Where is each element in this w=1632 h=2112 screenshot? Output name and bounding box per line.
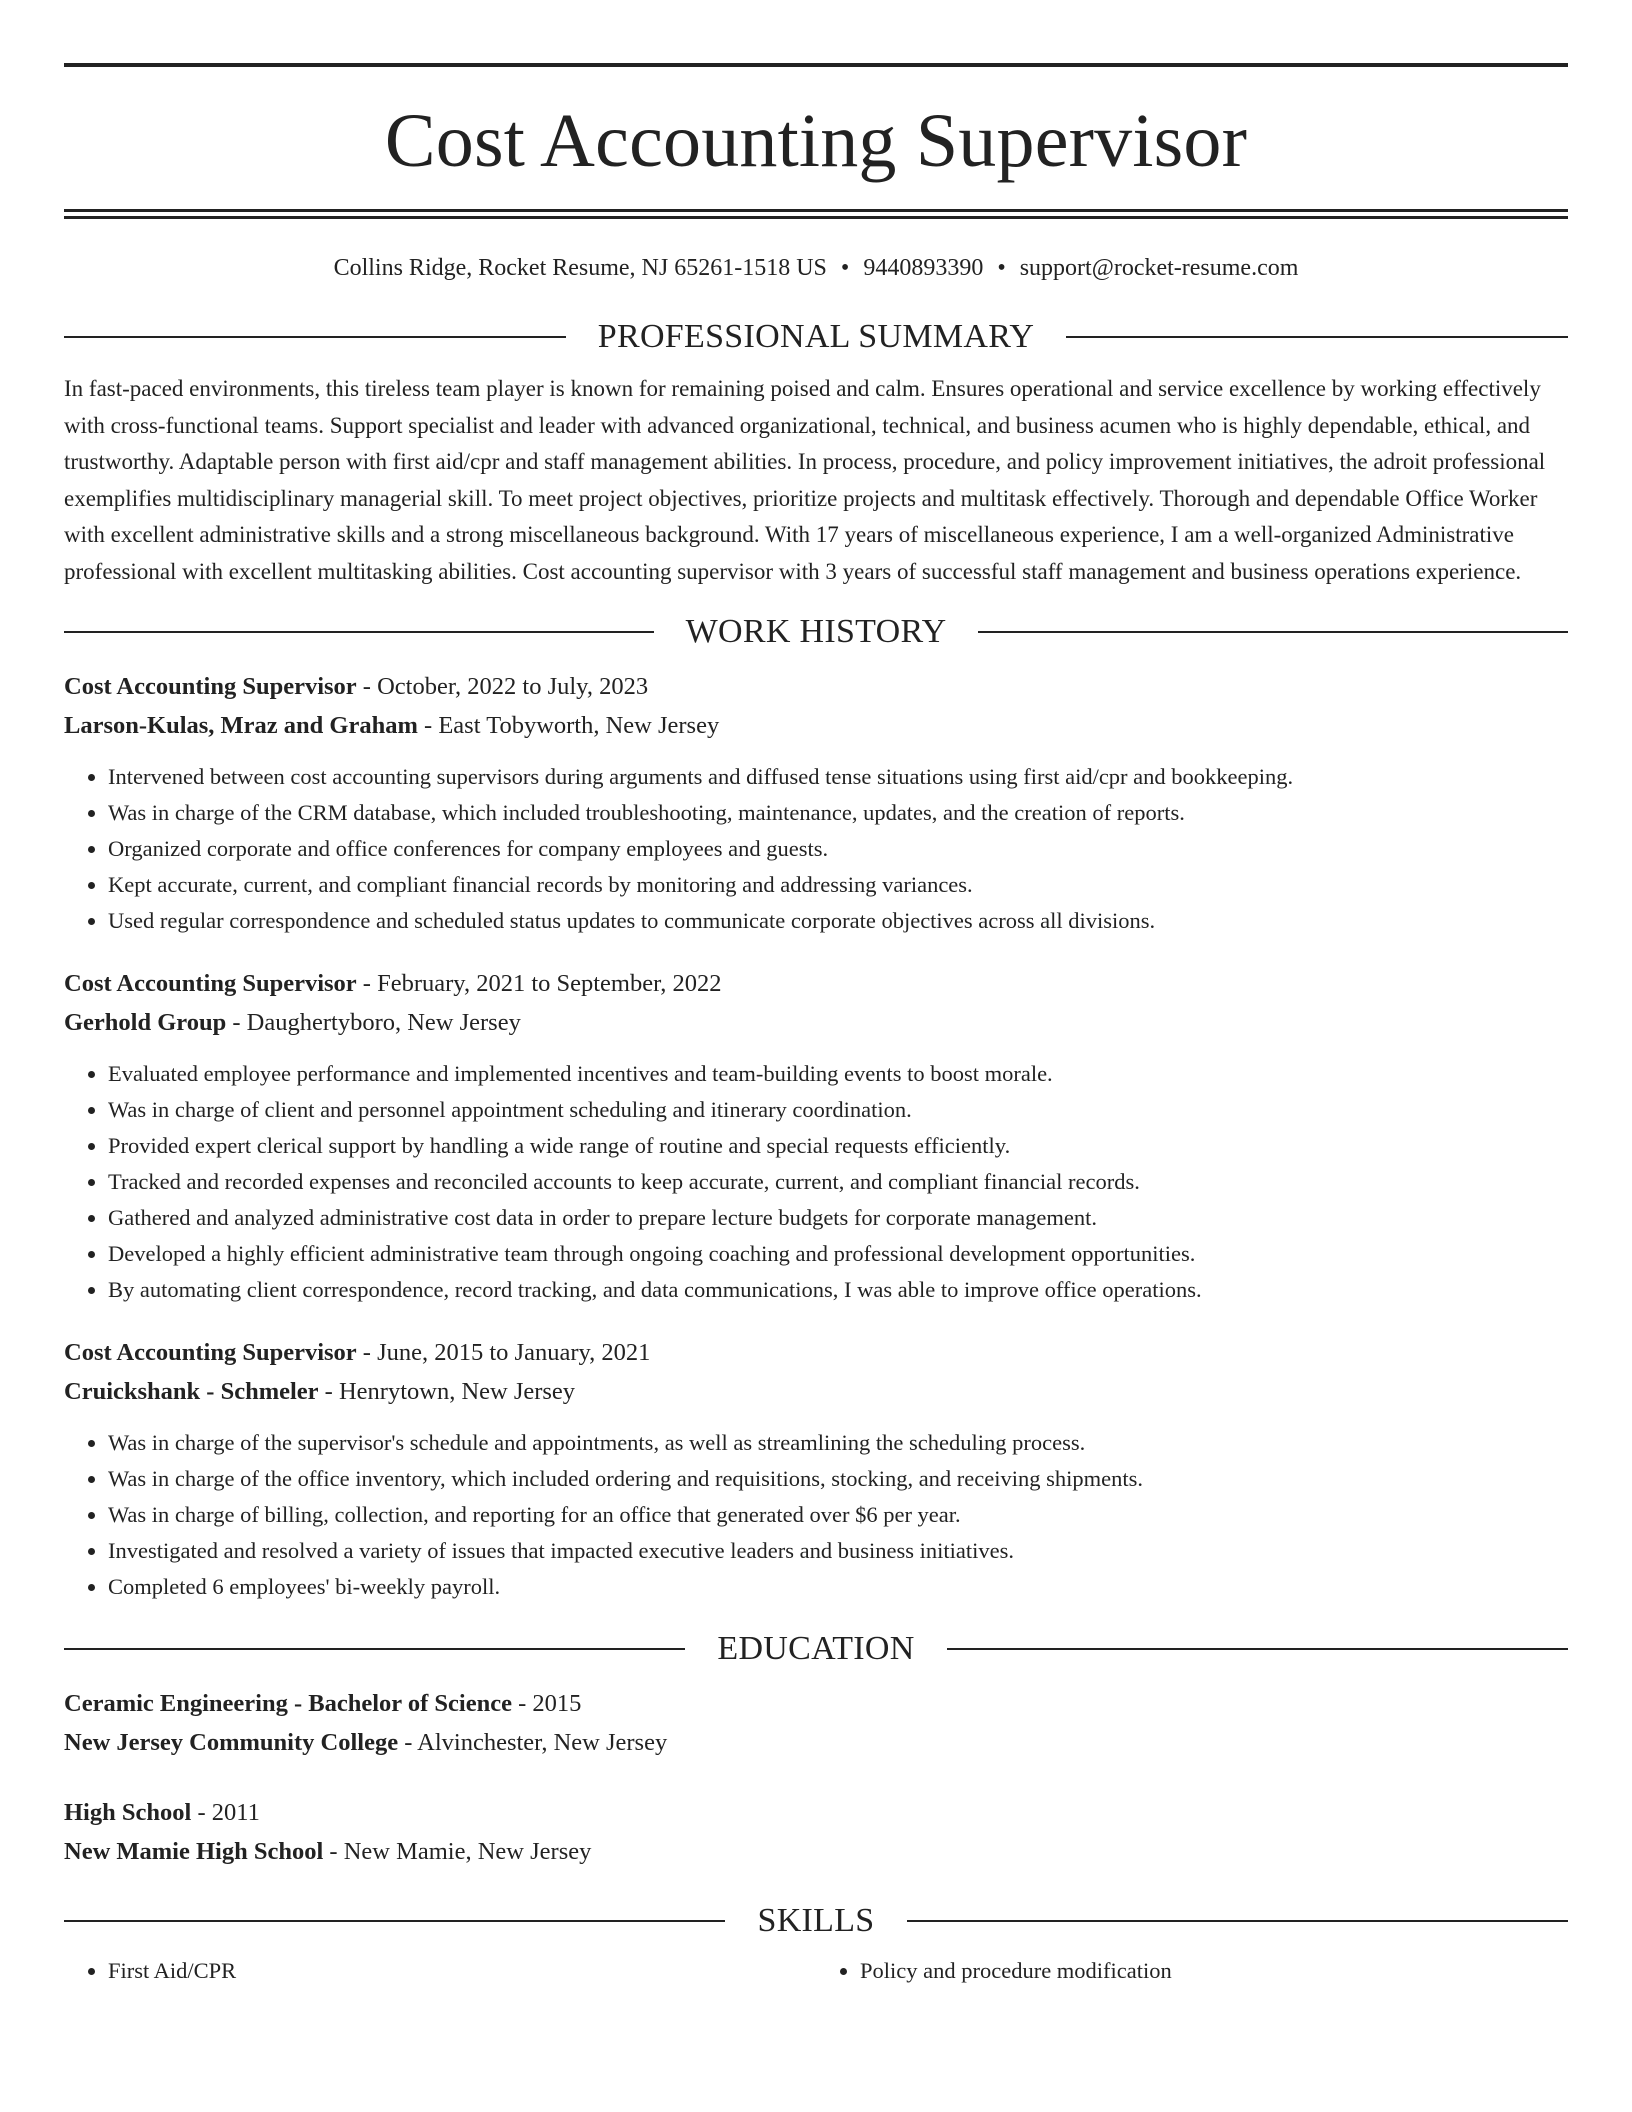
education-school: New Mamie High School [64, 1837, 324, 1865]
dash: - [356, 673, 378, 700]
section-header-summary [64, 317, 1568, 357]
list-item: • Was in charge of client and personnel appointment scheduling and itinerary coordination. [108, 1092, 1568, 1128]
job-location: East Tobyworth, New Jersey [438, 711, 720, 739]
top-rule [64, 63, 1568, 67]
section-header-skills [64, 1901, 1568, 1941]
list-item: • Gathered and analyzed administrative cost data in order to prepare lecture budgets for corporate management. [108, 1200, 1568, 1236]
section-title-education: EDUCATION [717, 1630, 915, 1667]
education-school-line [64, 1833, 1568, 1872]
section-rule [64, 1648, 685, 1650]
list-item: • Was in charge of billing, collection, and reporting for an office that generated over $6 per year. [108, 1497, 1568, 1533]
dash: - [226, 1008, 247, 1036]
contact-phone: 9440893390 [863, 255, 984, 281]
job-title-line [64, 1334, 1568, 1373]
list-item: • Provided expert clerical support by handling a wide range of routine and special requests efficiently. [108, 1128, 1568, 1164]
dash: - [398, 1728, 418, 1756]
education-degree-line [64, 1794, 1568, 1833]
list-item: • Investigated and resolved a variety of issues that impacted executive leaders and business initiatives. [108, 1533, 1568, 1569]
dash: - [356, 970, 378, 997]
education-location: Alvinchester, New Jersey [417, 1728, 668, 1756]
skill-item: • First Aid/CPR [108, 1953, 816, 1989]
title-double-rule [64, 209, 1568, 219]
list-item: • By automating client correspondence, record tracking, and data communications, I was able to improve office operations. [108, 1272, 1568, 1308]
education-year: 2015 [532, 1690, 582, 1717]
list-item: • Organized corporate and office conferences for company employees and guests. [108, 831, 1568, 867]
section-title-work: WORK HISTORY [685, 613, 947, 650]
education-degree: Ceramic Engineering - Bachelor of Science [64, 1690, 512, 1717]
job-bullets [64, 1056, 1568, 1308]
job-dates: June, 2015 to January, 2021 [377, 1339, 651, 1366]
job-bullets [64, 759, 1568, 939]
job-company-line [64, 707, 1568, 746]
list-item: • Kept accurate, current, and compliant financial records by monitoring and addressing variances. [108, 867, 1568, 903]
skills-column-right [816, 1953, 1568, 1989]
section-rule [947, 1648, 1568, 1650]
section-rule [64, 336, 566, 338]
job-company: Larson-Kulas, Mraz and Graham [64, 711, 418, 739]
summary-paragraph: In fast-paced environments, this tireless team player is known for remaining poised and calm. Ensures operational and service excellence by working effectively with cross-functional teams. Support specialist and leader with advanced organizational, technical, and business acumen who is highly dependable, ethical, and trustworthy. Adaptable person with first aid/cpr and staff management abilities. In process, procedure, and policy improvement initiatives, the adroit professional exemplifies multidisciplinary managerial skill. To meet project objectives, prioritize projects and multitask effectively. Thorough and dependable Office Worker with excellent administrative skills and a strong miscellaneous background. With 17 years of miscellaneous experience, I am a well-organized Administrative professional with excellent multitasking abilities. Cost accounting supervisor with 3 years of successful staff management and business operations experience. [64, 376, 1546, 584]
job-entry [64, 965, 1568, 1308]
section-rule [978, 631, 1568, 633]
job-company-line [64, 1004, 1568, 1043]
contact-separator: • [997, 255, 1006, 281]
job-role: Cost Accounting Supervisor [64, 673, 357, 700]
list-item: • Intervened between cost accounting supervisors during arguments and diffused tense situations using first aid/cpr and bookkeeping. [108, 759, 1568, 795]
dash: - [356, 1339, 378, 1366]
section-rule [64, 631, 654, 633]
dash: - [318, 1377, 339, 1405]
section-header-education [64, 1629, 1568, 1669]
job-title-line [64, 965, 1568, 1004]
list-item: • Evaluated employee performance and implemented incentives and team-building events to boost morale. [108, 1056, 1568, 1092]
job-title-line [64, 668, 1568, 707]
section-header-work [64, 612, 1568, 652]
section-rule [64, 1920, 725, 1922]
job-dates: October, 2022 to July, 2023 [377, 673, 649, 700]
job-dates: February, 2021 to September, 2022 [377, 970, 722, 997]
education-school: New Jersey Community College [64, 1728, 399, 1756]
job-company: Gerhold Group [64, 1008, 227, 1036]
job-bullets [64, 1425, 1568, 1605]
education-degree: High School [64, 1799, 192, 1826]
education-location: New Mamie, New Jersey [343, 1837, 592, 1865]
education-school-line [64, 1724, 1568, 1763]
list-item: • Was in charge of the office inventory, which included ordering and requisitions, stocking, and receiving shipments. [108, 1461, 1568, 1497]
job-location: Daughertyboro, New Jersey [246, 1008, 521, 1036]
dash: - [323, 1837, 344, 1865]
contact-line [64, 253, 1568, 283]
skills-column-left [64, 1953, 816, 1989]
list-item: • Used regular correspondence and scheduled status updates to communicate corporate objectives across all divisions. [108, 903, 1568, 939]
dash: - [511, 1690, 533, 1717]
section-title-summary: PROFESSIONAL SUMMARY [597, 318, 1035, 355]
education-entry [64, 1685, 1568, 1762]
job-role: Cost Accounting Supervisor [64, 1339, 357, 1366]
job-entry [64, 668, 1568, 939]
job-entry [64, 1334, 1568, 1605]
section-title-skills: SKILLS [757, 1902, 875, 1939]
job-location: Henrytown, New Jersey [338, 1377, 576, 1405]
list-item: • Was in charge of the CRM database, which included troubleshooting, maintenance, updates, and the creation of reports. [108, 795, 1568, 831]
education-entry [64, 1794, 1568, 1871]
section-rule [907, 1920, 1568, 1922]
list-item: • Completed 6 employees' bi-weekly payroll. [108, 1569, 1568, 1605]
education-degree-line [64, 1685, 1568, 1724]
contact-separator: • [840, 255, 850, 281]
list-item: • Was in charge of the supervisor's schedule and appointments, as well as streamlining the scheduling process. [108, 1425, 1568, 1461]
job-company: Cruickshank - Schmeler [64, 1377, 319, 1405]
list-item: • Developed a highly efficient administrative team through ongoing coaching and professional development opportunities. [108, 1236, 1568, 1272]
resume-title: Cost Accounting Supervisor [384, 99, 1248, 183]
list-item: • Tracked and recorded expenses and reconciled accounts to keep accurate, current, and compliant financial records. [108, 1164, 1568, 1200]
dash: - [417, 711, 439, 739]
job-company-line [64, 1373, 1568, 1412]
skills-grid [64, 1953, 1568, 1989]
job-role: Cost Accounting Supervisor [64, 970, 357, 997]
dash: - [191, 1799, 212, 1826]
contact-email: support@rocket-resume.com [1019, 255, 1299, 281]
section-rule [1066, 336, 1568, 338]
education-year: 2011 [211, 1799, 260, 1826]
skill-item: • Policy and procedure modification [860, 1953, 1568, 1989]
contact-address: Collins Ridge, Rocket Resume, NJ 65261-1518 US [333, 255, 827, 281]
